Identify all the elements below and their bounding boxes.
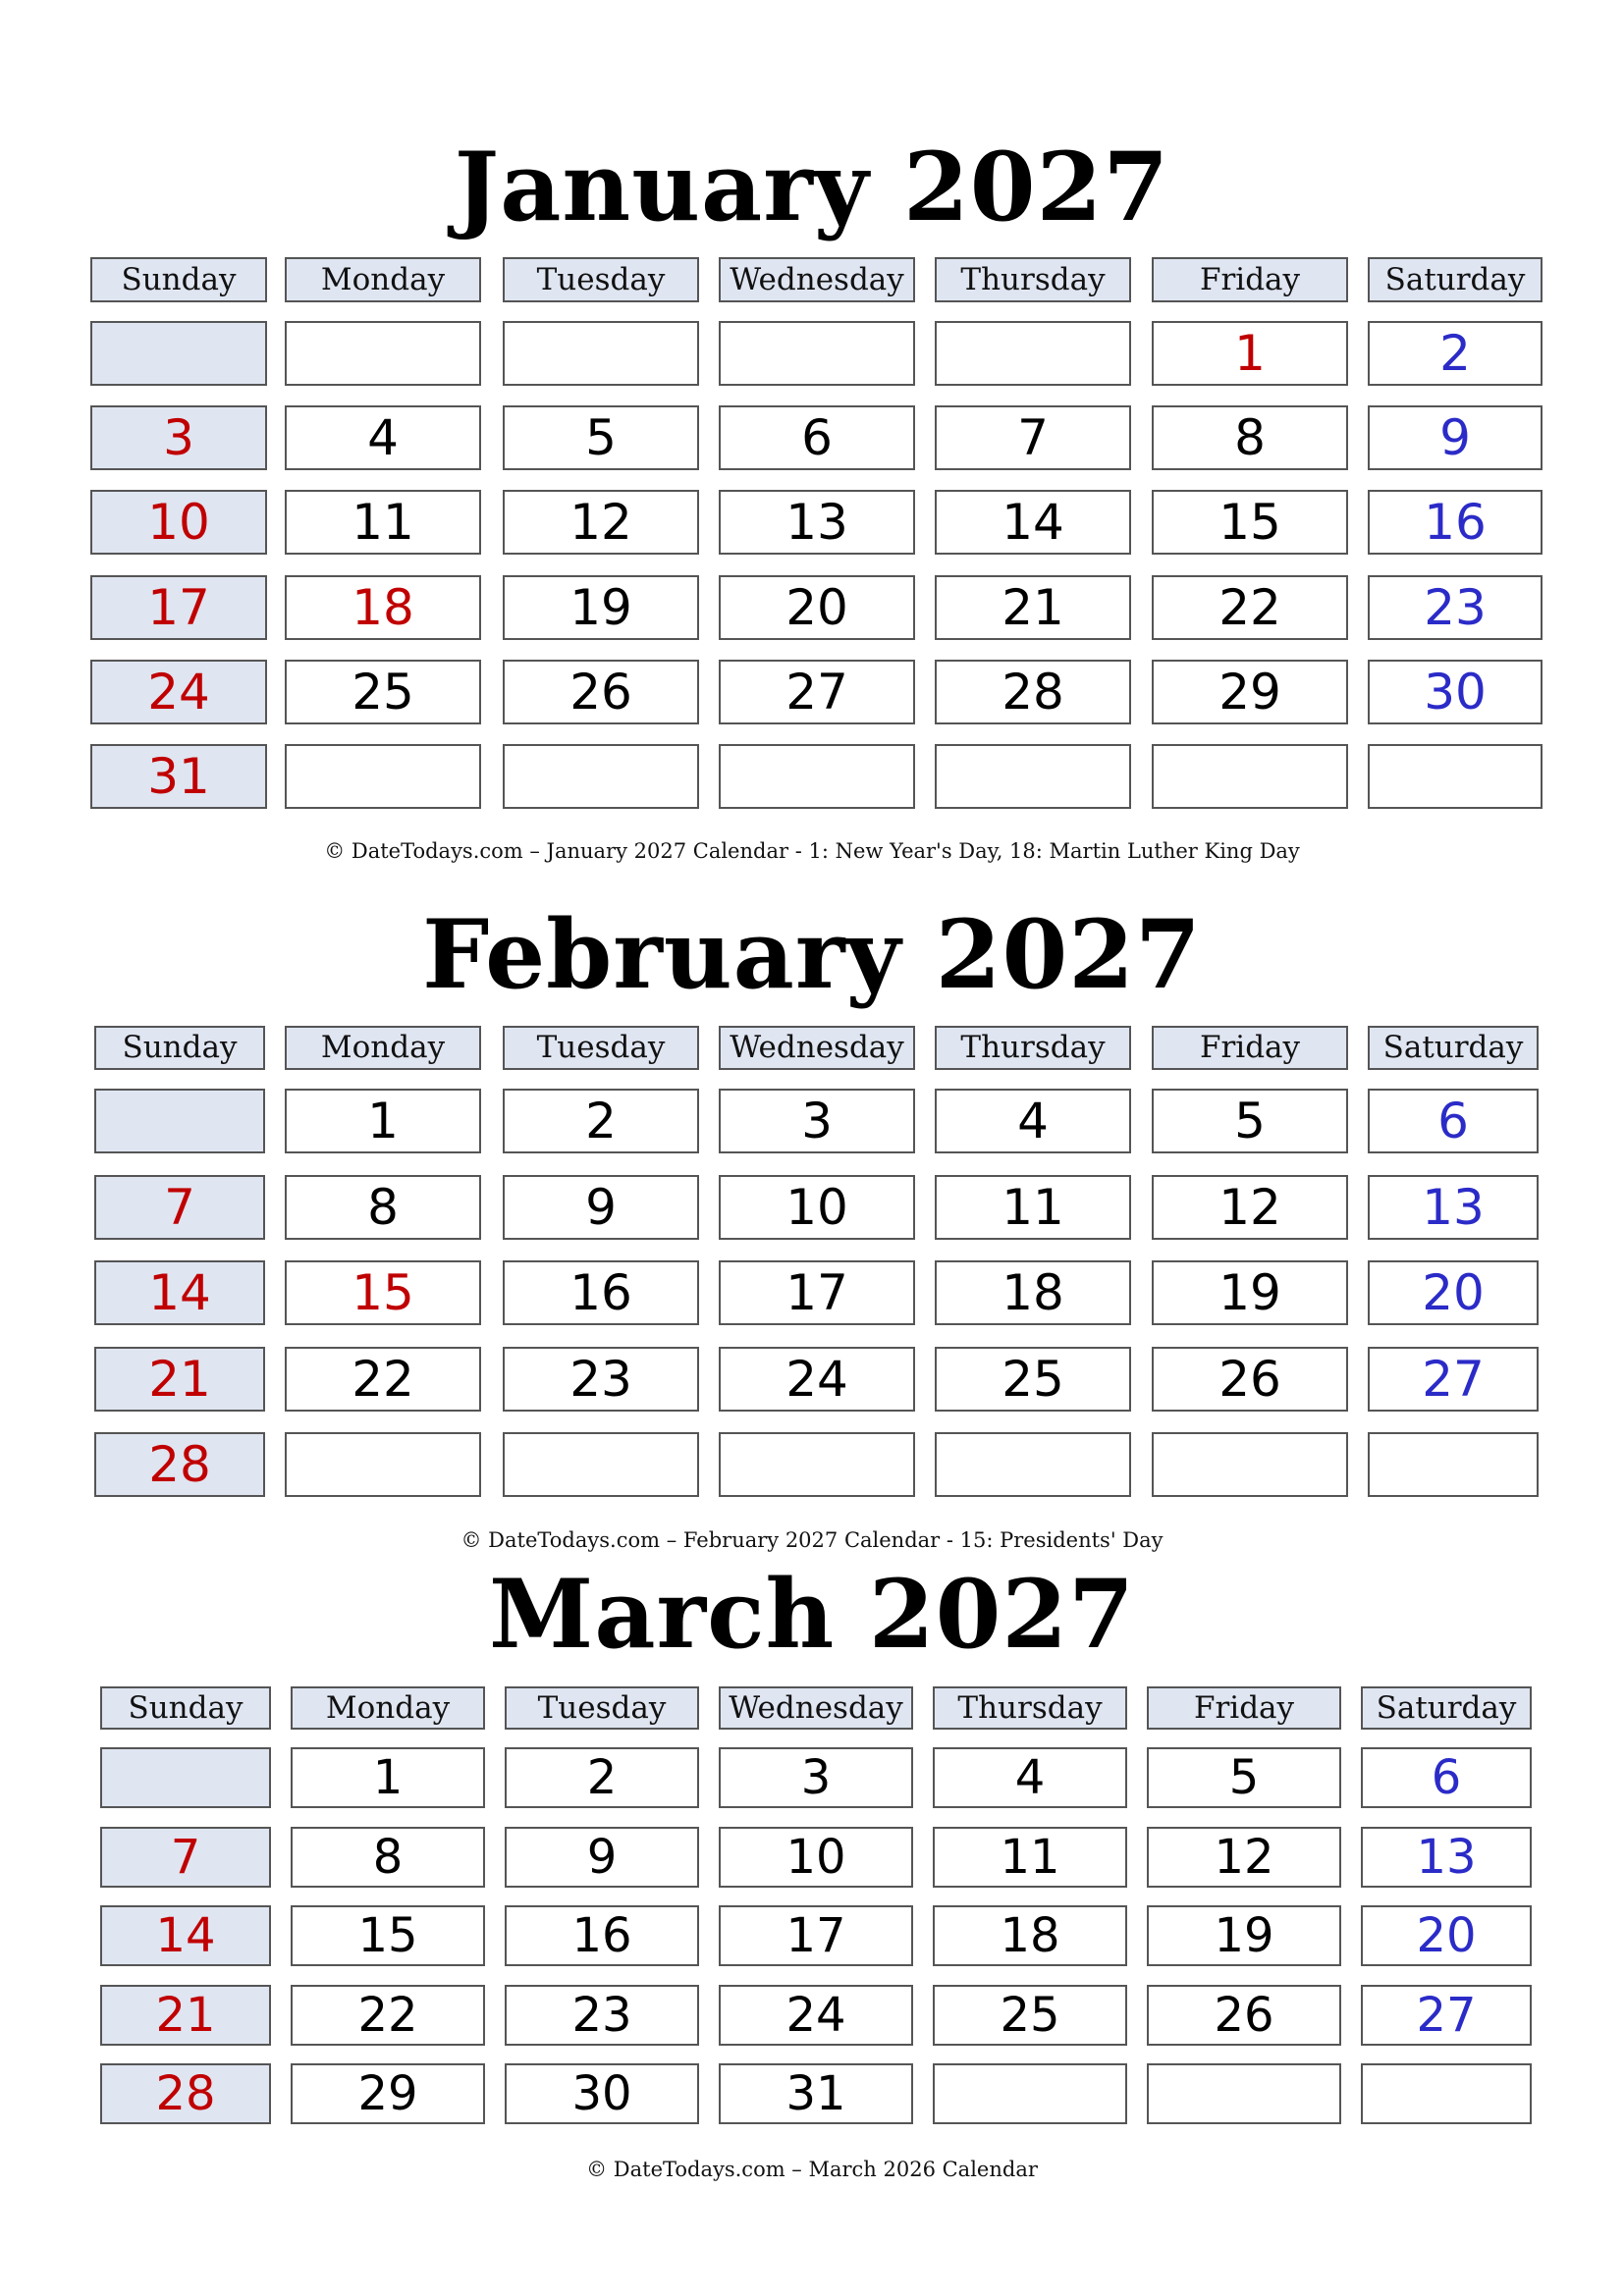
day-cell[interactable] bbox=[935, 1432, 1131, 1497]
day-cell[interactable]: 4 bbox=[935, 1089, 1131, 1153]
day-cell[interactable]: 26 bbox=[1147, 1985, 1341, 2046]
weekday-header: Thursday bbox=[935, 257, 1131, 302]
day-cell[interactable]: 10 bbox=[719, 1827, 913, 1888]
weekday-header: Saturday bbox=[1368, 257, 1543, 302]
month-title: February 2027 bbox=[422, 899, 1202, 1010]
day-cell[interactable]: 9 bbox=[503, 1175, 699, 1240]
calendar-footer: © DateTodays.com – March 2026 Calendar bbox=[586, 2158, 1038, 2181]
day-cell[interactable]: 5 bbox=[1147, 1747, 1341, 1808]
day-cell[interactable]: 15 bbox=[1152, 490, 1348, 555]
weekday-header: Tuesday bbox=[503, 1026, 699, 1070]
day-cell[interactable]: 25 bbox=[285, 660, 481, 724]
day-cell[interactable]: 8 bbox=[291, 1827, 485, 1888]
day-cell[interactable]: 16 bbox=[1368, 490, 1543, 555]
day-cell[interactable]: 31 bbox=[90, 744, 267, 809]
weekday-header: Monday bbox=[285, 1026, 481, 1070]
day-cell[interactable]: 10 bbox=[719, 1175, 915, 1240]
weekday-header: Wednesday bbox=[719, 1026, 915, 1070]
day-cell[interactable] bbox=[285, 321, 481, 386]
day-cell[interactable]: 23 bbox=[505, 1985, 699, 2046]
day-cell[interactable]: 25 bbox=[933, 1985, 1127, 2046]
day-cell[interactable]: 17 bbox=[90, 575, 267, 640]
weekday-header: Saturday bbox=[1368, 1026, 1539, 1070]
day-cell[interactable]: 21 bbox=[100, 1985, 271, 2046]
day-cell[interactable]: 7 bbox=[100, 1827, 271, 1888]
day-cell[interactable]: 30 bbox=[505, 2063, 699, 2124]
day-cell[interactable]: 7 bbox=[94, 1175, 265, 1240]
day-cell[interactable]: 8 bbox=[1152, 405, 1348, 470]
day-cell[interactable] bbox=[100, 1747, 271, 1808]
day-cell[interactable] bbox=[1152, 1432, 1348, 1497]
day-cell[interactable]: 24 bbox=[719, 1347, 915, 1412]
day-cell[interactable] bbox=[503, 321, 699, 386]
day-cell[interactable]: 3 bbox=[719, 1747, 913, 1808]
weekday-header: Thursday bbox=[933, 1686, 1127, 1730]
day-cell[interactable]: 27 bbox=[1368, 1347, 1539, 1412]
weekday-header: Friday bbox=[1147, 1686, 1341, 1730]
day-cell[interactable]: 13 bbox=[719, 490, 915, 555]
weekday-header: Friday bbox=[1152, 257, 1348, 302]
day-cell[interactable]: 2 bbox=[503, 1089, 699, 1153]
weekday-header: Wednesday bbox=[719, 257, 915, 302]
day-cell[interactable]: 22 bbox=[291, 1985, 485, 2046]
weekday-header: Wednesday bbox=[719, 1686, 913, 1730]
day-cell[interactable]: 29 bbox=[291, 2063, 485, 2124]
day-cell[interactable] bbox=[503, 1432, 699, 1497]
day-cell[interactable]: 16 bbox=[505, 1905, 699, 1966]
day-cell[interactable]: 1 bbox=[285, 1089, 481, 1153]
day-cell[interactable] bbox=[719, 1432, 915, 1497]
day-cell[interactable]: 11 bbox=[935, 1175, 1131, 1240]
day-cell[interactable]: 14 bbox=[935, 490, 1131, 555]
day-cell[interactable]: 3 bbox=[90, 405, 267, 470]
day-cell[interactable] bbox=[94, 1089, 265, 1153]
day-cell[interactable]: 18 bbox=[285, 575, 481, 640]
day-cell[interactable]: 21 bbox=[94, 1347, 265, 1412]
day-cell[interactable] bbox=[719, 744, 915, 809]
day-cell[interactable]: 25 bbox=[935, 1347, 1131, 1412]
day-cell[interactable] bbox=[1368, 744, 1543, 809]
day-cell[interactable] bbox=[503, 744, 699, 809]
day-cell[interactable]: 6 bbox=[1361, 1747, 1532, 1808]
day-cell[interactable]: 13 bbox=[1368, 1175, 1539, 1240]
day-cell[interactable] bbox=[1361, 2063, 1532, 2124]
day-cell[interactable]: 9 bbox=[505, 1827, 699, 1888]
day-cell[interactable]: 5 bbox=[1152, 1089, 1348, 1153]
weekday-header: Sunday bbox=[90, 257, 267, 302]
weekday-header: Sunday bbox=[100, 1686, 271, 1730]
day-cell[interactable]: 12 bbox=[1147, 1827, 1341, 1888]
day-cell[interactable]: 22 bbox=[1152, 575, 1348, 640]
day-cell[interactable]: 17 bbox=[719, 1905, 913, 1966]
day-cell[interactable]: 24 bbox=[90, 660, 267, 724]
day-cell[interactable]: 13 bbox=[1361, 1827, 1532, 1888]
weekday-header: Monday bbox=[285, 257, 481, 302]
day-cell[interactable]: 27 bbox=[1361, 1985, 1532, 2046]
day-cell[interactable]: 11 bbox=[933, 1827, 1127, 1888]
day-cell[interactable]: 4 bbox=[933, 1747, 1127, 1808]
day-cell[interactable] bbox=[719, 321, 915, 386]
day-cell[interactable] bbox=[1152, 744, 1348, 809]
day-cell[interactable] bbox=[285, 1432, 481, 1497]
day-cell[interactable]: 12 bbox=[1152, 1175, 1348, 1240]
day-cell[interactable]: 28 bbox=[935, 660, 1131, 724]
day-cell[interactable]: 17 bbox=[719, 1260, 915, 1325]
day-cell[interactable]: 14 bbox=[100, 1905, 271, 1966]
day-cell[interactable]: 21 bbox=[935, 575, 1131, 640]
day-cell[interactable]: 11 bbox=[285, 490, 481, 555]
day-cell[interactable]: 29 bbox=[1152, 660, 1348, 724]
day-cell[interactable]: 26 bbox=[503, 660, 699, 724]
day-cell[interactable]: 1 bbox=[291, 1747, 485, 1808]
day-cell[interactable]: 20 bbox=[719, 575, 915, 640]
day-cell[interactable]: 23 bbox=[503, 1347, 699, 1412]
weekday-header: Monday bbox=[291, 1686, 485, 1730]
weekday-header: Saturday bbox=[1361, 1686, 1532, 1730]
day-cell[interactable]: 28 bbox=[94, 1432, 265, 1497]
day-cell[interactable]: 10 bbox=[90, 490, 267, 555]
day-cell[interactable] bbox=[935, 744, 1131, 809]
day-cell[interactable]: 16 bbox=[503, 1260, 699, 1325]
calendar-footer: © DateTodays.com – February 2027 Calendar - 15: Presidents' Day bbox=[460, 1528, 1164, 1552]
day-cell[interactable]: 26 bbox=[1152, 1347, 1348, 1412]
day-cell[interactable]: 3 bbox=[719, 1089, 915, 1153]
day-cell[interactable]: 28 bbox=[100, 2063, 271, 2124]
weekday-header: Friday bbox=[1152, 1026, 1348, 1070]
day-cell[interactable]: 31 bbox=[719, 2063, 913, 2124]
day-cell[interactable]: 18 bbox=[933, 1905, 1127, 1966]
day-cell[interactable]: 23 bbox=[1368, 575, 1543, 640]
weekday-header: Tuesday bbox=[505, 1686, 699, 1730]
day-cell[interactable]: 5 bbox=[503, 405, 699, 470]
day-cell[interactable]: 20 bbox=[1361, 1905, 1532, 1966]
day-cell[interactable] bbox=[285, 744, 481, 809]
day-cell[interactable]: 2 bbox=[1368, 321, 1543, 386]
month-title: January 2027 bbox=[454, 132, 1170, 242]
weekday-header: Tuesday bbox=[503, 257, 699, 302]
day-cell[interactable] bbox=[1147, 2063, 1341, 2124]
day-cell[interactable]: 18 bbox=[935, 1260, 1131, 1325]
day-cell[interactable]: 30 bbox=[1368, 660, 1543, 724]
day-cell[interactable]: 9 bbox=[1368, 405, 1543, 470]
day-cell[interactable] bbox=[1368, 1432, 1539, 1497]
day-cell[interactable]: 20 bbox=[1368, 1260, 1539, 1325]
day-cell[interactable]: 6 bbox=[1368, 1089, 1539, 1153]
weekday-header: Sunday bbox=[94, 1026, 265, 1070]
day-cell[interactable]: 2 bbox=[505, 1747, 699, 1808]
day-cell[interactable]: 12 bbox=[503, 490, 699, 555]
day-cell[interactable]: 1 bbox=[1152, 321, 1348, 386]
day-cell[interactable]: 15 bbox=[291, 1905, 485, 1966]
month-title: March 2027 bbox=[489, 1559, 1135, 1670]
day-cell[interactable]: 7 bbox=[935, 405, 1131, 470]
day-cell[interactable]: 8 bbox=[285, 1175, 481, 1240]
day-cell[interactable]: 19 bbox=[1152, 1260, 1348, 1325]
day-cell[interactable]: 15 bbox=[285, 1260, 481, 1325]
day-cell[interactable]: 22 bbox=[285, 1347, 481, 1412]
day-cell[interactable]: 27 bbox=[719, 660, 915, 724]
day-cell[interactable]: 6 bbox=[719, 405, 915, 470]
day-cell[interactable] bbox=[935, 321, 1131, 386]
calendar-footer: © DateTodays.com – January 2027 Calendar - 1: New Year's Day, 18: Martin Luther King Day bbox=[324, 839, 1300, 863]
day-cell[interactable] bbox=[933, 2063, 1127, 2124]
day-cell[interactable] bbox=[90, 321, 267, 386]
day-cell[interactable]: 19 bbox=[503, 575, 699, 640]
day-cell[interactable]: 24 bbox=[719, 1985, 913, 2046]
day-cell[interactable]: 4 bbox=[285, 405, 481, 470]
day-cell[interactable]: 19 bbox=[1147, 1905, 1341, 1966]
weekday-header: Thursday bbox=[935, 1026, 1131, 1070]
day-cell[interactable]: 14 bbox=[94, 1260, 265, 1325]
